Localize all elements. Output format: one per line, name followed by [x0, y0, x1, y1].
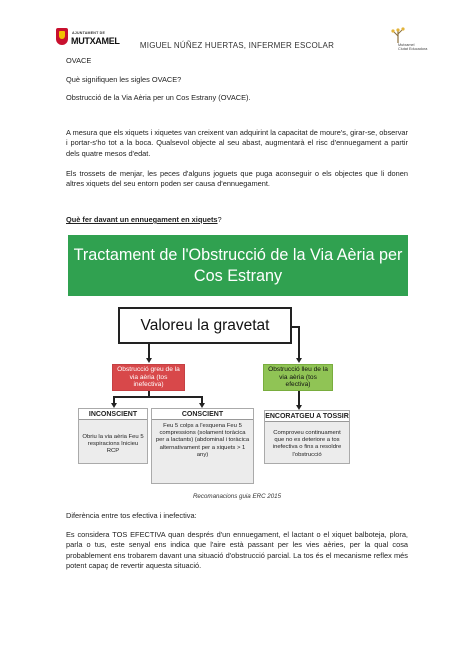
- section-question-text: Què fer davant un ennuegament en xiquets: [66, 215, 218, 224]
- answer-text: Obstrucció de la Via Aèria per un Cos Estrany (OVACE).: [66, 93, 251, 102]
- connector-line: [298, 391, 300, 405]
- assess-severity-box: [118, 307, 292, 344]
- section-question-mark: ?: [217, 215, 222, 224]
- unconscious-title: INCONSCIENT: [79, 409, 147, 420]
- figure-caption: Recomanacions guia ERC 2015: [192, 493, 282, 500]
- connector-line: [148, 344, 150, 358]
- logo-right-line2: Ciutat Educadora: [398, 47, 428, 51]
- encourage-cough-box: [264, 410, 350, 464]
- connector-line: [201, 396, 203, 403]
- diagram-banner-title: Tractament de l'Obstrucció de la Via Aèria per Cos Estrany: [73, 246, 403, 285]
- arrow-down-icon: [296, 358, 302, 363]
- severe-obstruction-label: Obstrucció greu de la via aèria (tos inefectiva): [117, 365, 180, 389]
- connector-line: [113, 396, 115, 403]
- difference-body: Es considera TOS EFECTIVA quan després d'un ennuegament, el lactant o el xiquet balboteja, plora, parla o tus, este senyal ens indica que l'aire està passant per les vies aèries, per la qual cosa probablement ens trobarem davant una situació d'obstrucció parcial. La tos és el mecanisme reflex més potent capaç de revertir aquesta situació.: [66, 530, 408, 571]
- logo-left-small-text: AJUNTAMENT DE: [72, 31, 106, 35]
- encourage-cough-steps: Comproveu continuament que no es deteriore a tos inefectiva o fins a resoldre l'obstrucció: [272, 430, 342, 458]
- paragraph-causes: Els trossets de menjar, les peces d'alguns joguets que puga aconseguir o els objectes que li donen altres xiquets del seu entorn poden ser causa d'ennuegament.: [66, 169, 408, 189]
- logo-right-line1: Mutxamel: [398, 43, 415, 47]
- difference-heading: Diferència entre tos efectiva i inefectiva:: [66, 511, 197, 520]
- topic-title: OVACE: [66, 56, 92, 65]
- assess-severity-label: Valoreu la gravetat: [140, 316, 270, 334]
- diagram-banner: [68, 235, 408, 296]
- question-text: Què signifiquen les sigles OVACE?: [66, 75, 182, 84]
- paragraph-risk: A mesura que els xiquets i xiquetes van creixent van adquirint la capacitat de moure's, girar-se, observar i portar-s'ho tot a la boca. Qualsevol objecte al seu abast, augmentarà el risc d'ennuegament a partir dels quatre mesos d'edat.: [66, 128, 408, 158]
- severe-obstruction-box: [112, 364, 185, 391]
- conscious-title: CONSCIENT: [152, 409, 253, 420]
- mild-obstruction-box: [263, 364, 333, 391]
- arrow-down-icon: [146, 358, 152, 363]
- connector-line: [298, 326, 300, 358]
- page-header: MIGUEL NÚÑEZ HUERTAS, INFERMER ESCOLAR: [139, 41, 335, 50]
- unconscious-steps: Obriu la via aèria Feu 5 respiracions Inicieu RCP: [82, 434, 144, 455]
- unconscious-box: [78, 408, 148, 464]
- logo-left-big-text: MUTXAMEL: [71, 36, 120, 46]
- conscious-steps: Feu 5 colps a l'esquena Feu 5 compressions (solament toràcica per a lactants) (abdominal i toràcica alternativament per a xiquets > 1 any): [155, 423, 250, 458]
- conscious-box: [151, 408, 254, 484]
- section-question: [66, 215, 408, 225]
- encourage-cough-title: ENCORATGEU A TOSSIR: [265, 413, 349, 420]
- connector-line: [113, 396, 203, 398]
- mild-obstruction-label: Obstrucció lleu de la via aèria (tos efectiva): [268, 365, 328, 389]
